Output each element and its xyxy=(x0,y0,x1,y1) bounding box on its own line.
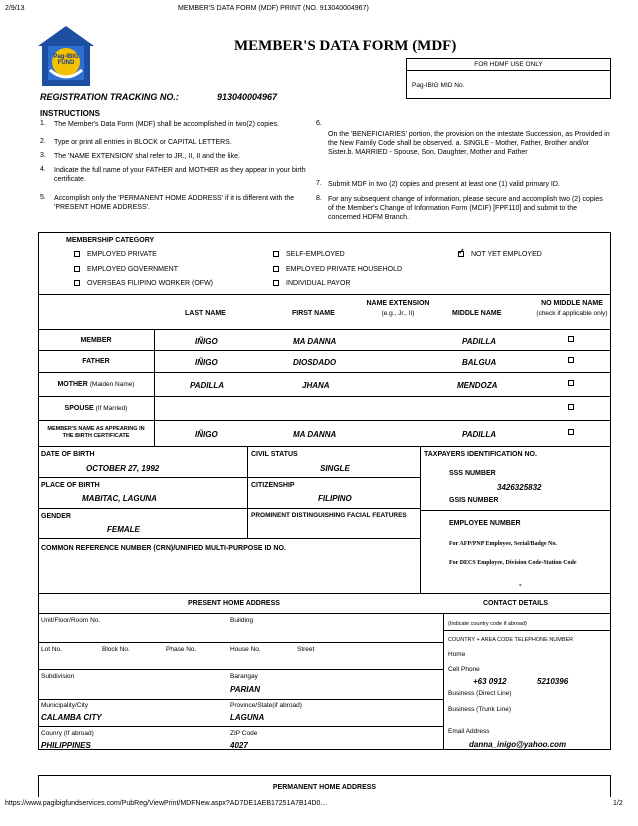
email-value: danna_inigo@yahoo.com xyxy=(469,740,567,749)
print-page-number: 1/2 xyxy=(613,800,623,807)
house-label: House No. xyxy=(230,646,261,653)
email-label: Email Address xyxy=(448,728,490,735)
checkbox-no-middle-member[interactable] xyxy=(568,336,574,342)
pob-label: PLACE OF BIRTH xyxy=(41,482,100,489)
checkbox-no-middle-spouse[interactable] xyxy=(568,404,574,410)
checkbox-ofw[interactable] xyxy=(74,280,80,286)
row-label-spouse: SPOUSE (If Married) xyxy=(64,405,128,412)
member-first-name: MA DANNA xyxy=(293,337,337,346)
membership-title: MEMBERSHIP CATEGORY xyxy=(66,237,155,244)
municipality-value: CALAMBA CITY xyxy=(41,713,102,722)
civil-status-value: SINGLE xyxy=(320,464,350,473)
mother-middle-name: MENDOZA xyxy=(457,381,498,390)
checkbox-employed-government[interactable] xyxy=(74,266,80,272)
home-phone-label: Home xyxy=(448,651,466,658)
option-label: EMPLOYED GOVERNMENT xyxy=(87,266,179,273)
header-name-extension: NAME EXTENSION (e.g., Jr., II) xyxy=(366,300,430,317)
checkbox-no-middle-birthcert[interactable] xyxy=(568,429,574,435)
cell-phone-code: +63 0912 xyxy=(473,677,507,686)
crn-label: COMMON REFERENCE NUMBER (CRN)/UNIFIED MULTI-PURPOSE ID NO. xyxy=(41,545,286,552)
citizenship-value: FILIPINO xyxy=(318,494,352,503)
dash-value: - xyxy=(519,580,522,589)
barangay-value: PARIAN xyxy=(230,685,261,694)
father-first-name: DIOSDADO xyxy=(293,358,337,367)
building-label: Building xyxy=(230,617,254,624)
pagibig-logo xyxy=(36,24,96,90)
option-label: SELF-EMPLOYED xyxy=(286,251,345,258)
form-title: MEMBER'S DATA FORM (MDF) xyxy=(234,38,457,54)
present-address-title: PRESENT HOME ADDRESS xyxy=(188,600,280,607)
checkbox-not-yet-employed[interactable] xyxy=(458,251,464,257)
sss-value: 3426325832 xyxy=(497,483,542,492)
dob-label: DATE OF BIRTH xyxy=(41,451,95,458)
father-middle-name: BALGUA xyxy=(462,358,497,367)
mother-last-name: PADILLA xyxy=(190,381,225,390)
zip-label: ZIP Code xyxy=(230,730,258,737)
zip-value: 4027 xyxy=(230,741,248,750)
instructions-title: INSTRUCTIONS xyxy=(40,109,100,118)
province-value: LAGUNA xyxy=(230,713,265,722)
print-page-title: MEMBER'S DATA FORM (MDF) PRINT (NO. 913040004967) xyxy=(178,5,369,12)
row-label-birth-certificate: MEMBER'S NAME AS APPEARING IN THE BIRTH CERTIFICATE xyxy=(47,426,145,439)
member-middle-name: PADILLA xyxy=(462,337,497,346)
print-url: https://www.pagibigfundservices.com/PubReg/ViewPrint/MDFNew.aspx?AD7DE1AEB17251A7B14D0… xyxy=(5,800,328,807)
province-label: Province/State(if abroad) xyxy=(230,702,302,709)
gender-value: FEMALE xyxy=(107,525,140,534)
header-middle-name: MIDDLE NAME xyxy=(452,310,502,317)
gender-label: GENDER xyxy=(41,513,71,520)
country-label: Counry (If abroad) xyxy=(41,730,94,737)
member-last-name: IÑIGO xyxy=(195,337,218,346)
cell-phone-label: Cell Phone xyxy=(448,666,480,673)
pob-value: MABITAC, LAGUNA xyxy=(82,494,157,503)
facial-features-label: PROMINENT DISTINGUISHING FACIAL FEATURES xyxy=(251,512,407,519)
option-label: INDIVIDUAL PAYOR xyxy=(286,280,351,287)
block-label: Block No. xyxy=(102,646,130,653)
country-value: PHILIPPINES xyxy=(41,741,91,750)
print-date: 2/9/13 xyxy=(5,5,25,12)
street-label: Street xyxy=(297,646,315,653)
birthcert-first-name: MA DANNA xyxy=(293,430,337,439)
citizenship-label: CITIZENSHIP xyxy=(251,482,295,489)
option-label: EMPLOYED PRIVATE xyxy=(87,251,157,258)
lot-label: Lot No. xyxy=(41,646,62,653)
checkbox-self-employed[interactable] xyxy=(273,251,279,257)
birthcert-last-name: IÑIGO xyxy=(195,430,218,439)
birthcert-middle-name: PADILLA xyxy=(462,430,497,439)
unit-label: Unit/Floor/Room No. xyxy=(41,617,101,624)
checkbox-employed-private[interactable] xyxy=(74,251,80,257)
logo-text: Pag-IBIG FUND xyxy=(53,54,79,66)
option-label: NOT YET EMPLOYED xyxy=(471,251,542,258)
row-label-member: MEMBER xyxy=(80,337,112,344)
checkbox-employed-private-household[interactable] xyxy=(273,266,279,272)
gsis-label: GSIS NUMBER xyxy=(449,497,499,504)
dob-value: OCTOBER 27, 1992 xyxy=(86,464,160,473)
abroad-note: (Indicate country code if abroad) xyxy=(448,621,527,627)
row-label-mother: MOTHER (Maiden Name) xyxy=(57,381,135,388)
permanent-address-title: PERMANENT HOME ADDRESS xyxy=(272,784,377,791)
registration-label: REGISTRATION TRACKING NO.: xyxy=(40,92,179,102)
country-area-code-label: COUNTRY + AREA CODE TELEPHONE NUMBER xyxy=(448,637,574,643)
barangay-label: Barangay xyxy=(230,673,258,680)
deps-label: For DECS Employee, Division Code-Station Code xyxy=(449,560,577,566)
business-trunk-label: Business (Trunk Line) xyxy=(448,706,511,713)
employee-number-label: EMPLOYEE NUMBER xyxy=(449,520,521,527)
hdmf-title: FOR HDMF USE ONLY xyxy=(474,61,543,68)
registration-number: 913040004967 xyxy=(217,92,278,102)
afp-pnp-label: For AFP/PNP Employee, Serial/Badge No. xyxy=(449,541,557,547)
subdivision-label: Subdivision xyxy=(41,673,75,680)
row-label-father: FATHER xyxy=(82,358,110,365)
phase-label: Phase No. xyxy=(166,646,197,653)
option-label: OVERSEAS FILIPINO WORKER (OFW) xyxy=(87,280,214,287)
header-no-middle-name: NO MIDDLE NAME (check if applicable only) xyxy=(536,300,608,317)
checkbox-no-middle-father[interactable] xyxy=(568,357,574,363)
header-last-name: LAST NAME xyxy=(185,310,226,317)
checkbox-no-middle-mother[interactable] xyxy=(568,380,574,386)
father-last-name: IÑIGO xyxy=(195,358,218,367)
civil-status-label: CIVIL STATUS xyxy=(251,451,298,458)
option-label: EMPLOYED PRIVATE HOUSEHOLD xyxy=(286,266,403,273)
mother-first-name: JHANA xyxy=(302,381,330,390)
mid-label: Pag-IBIG MID No. xyxy=(412,82,465,89)
checkbox-individual-payor[interactable] xyxy=(273,280,279,286)
contact-details-title: CONTACT DETAILS xyxy=(483,600,549,607)
sss-label: SSS NUMBER xyxy=(449,470,496,477)
municipality-label: Municipality/City xyxy=(41,702,88,709)
cell-phone-number: 5210396 xyxy=(537,677,569,686)
tin-label: TAXPAYERS IDENTIFICATION NO. xyxy=(424,451,537,458)
header-first-name: FIRST NAME xyxy=(292,310,335,317)
business-direct-label: Business (Direct Line) xyxy=(448,690,512,697)
